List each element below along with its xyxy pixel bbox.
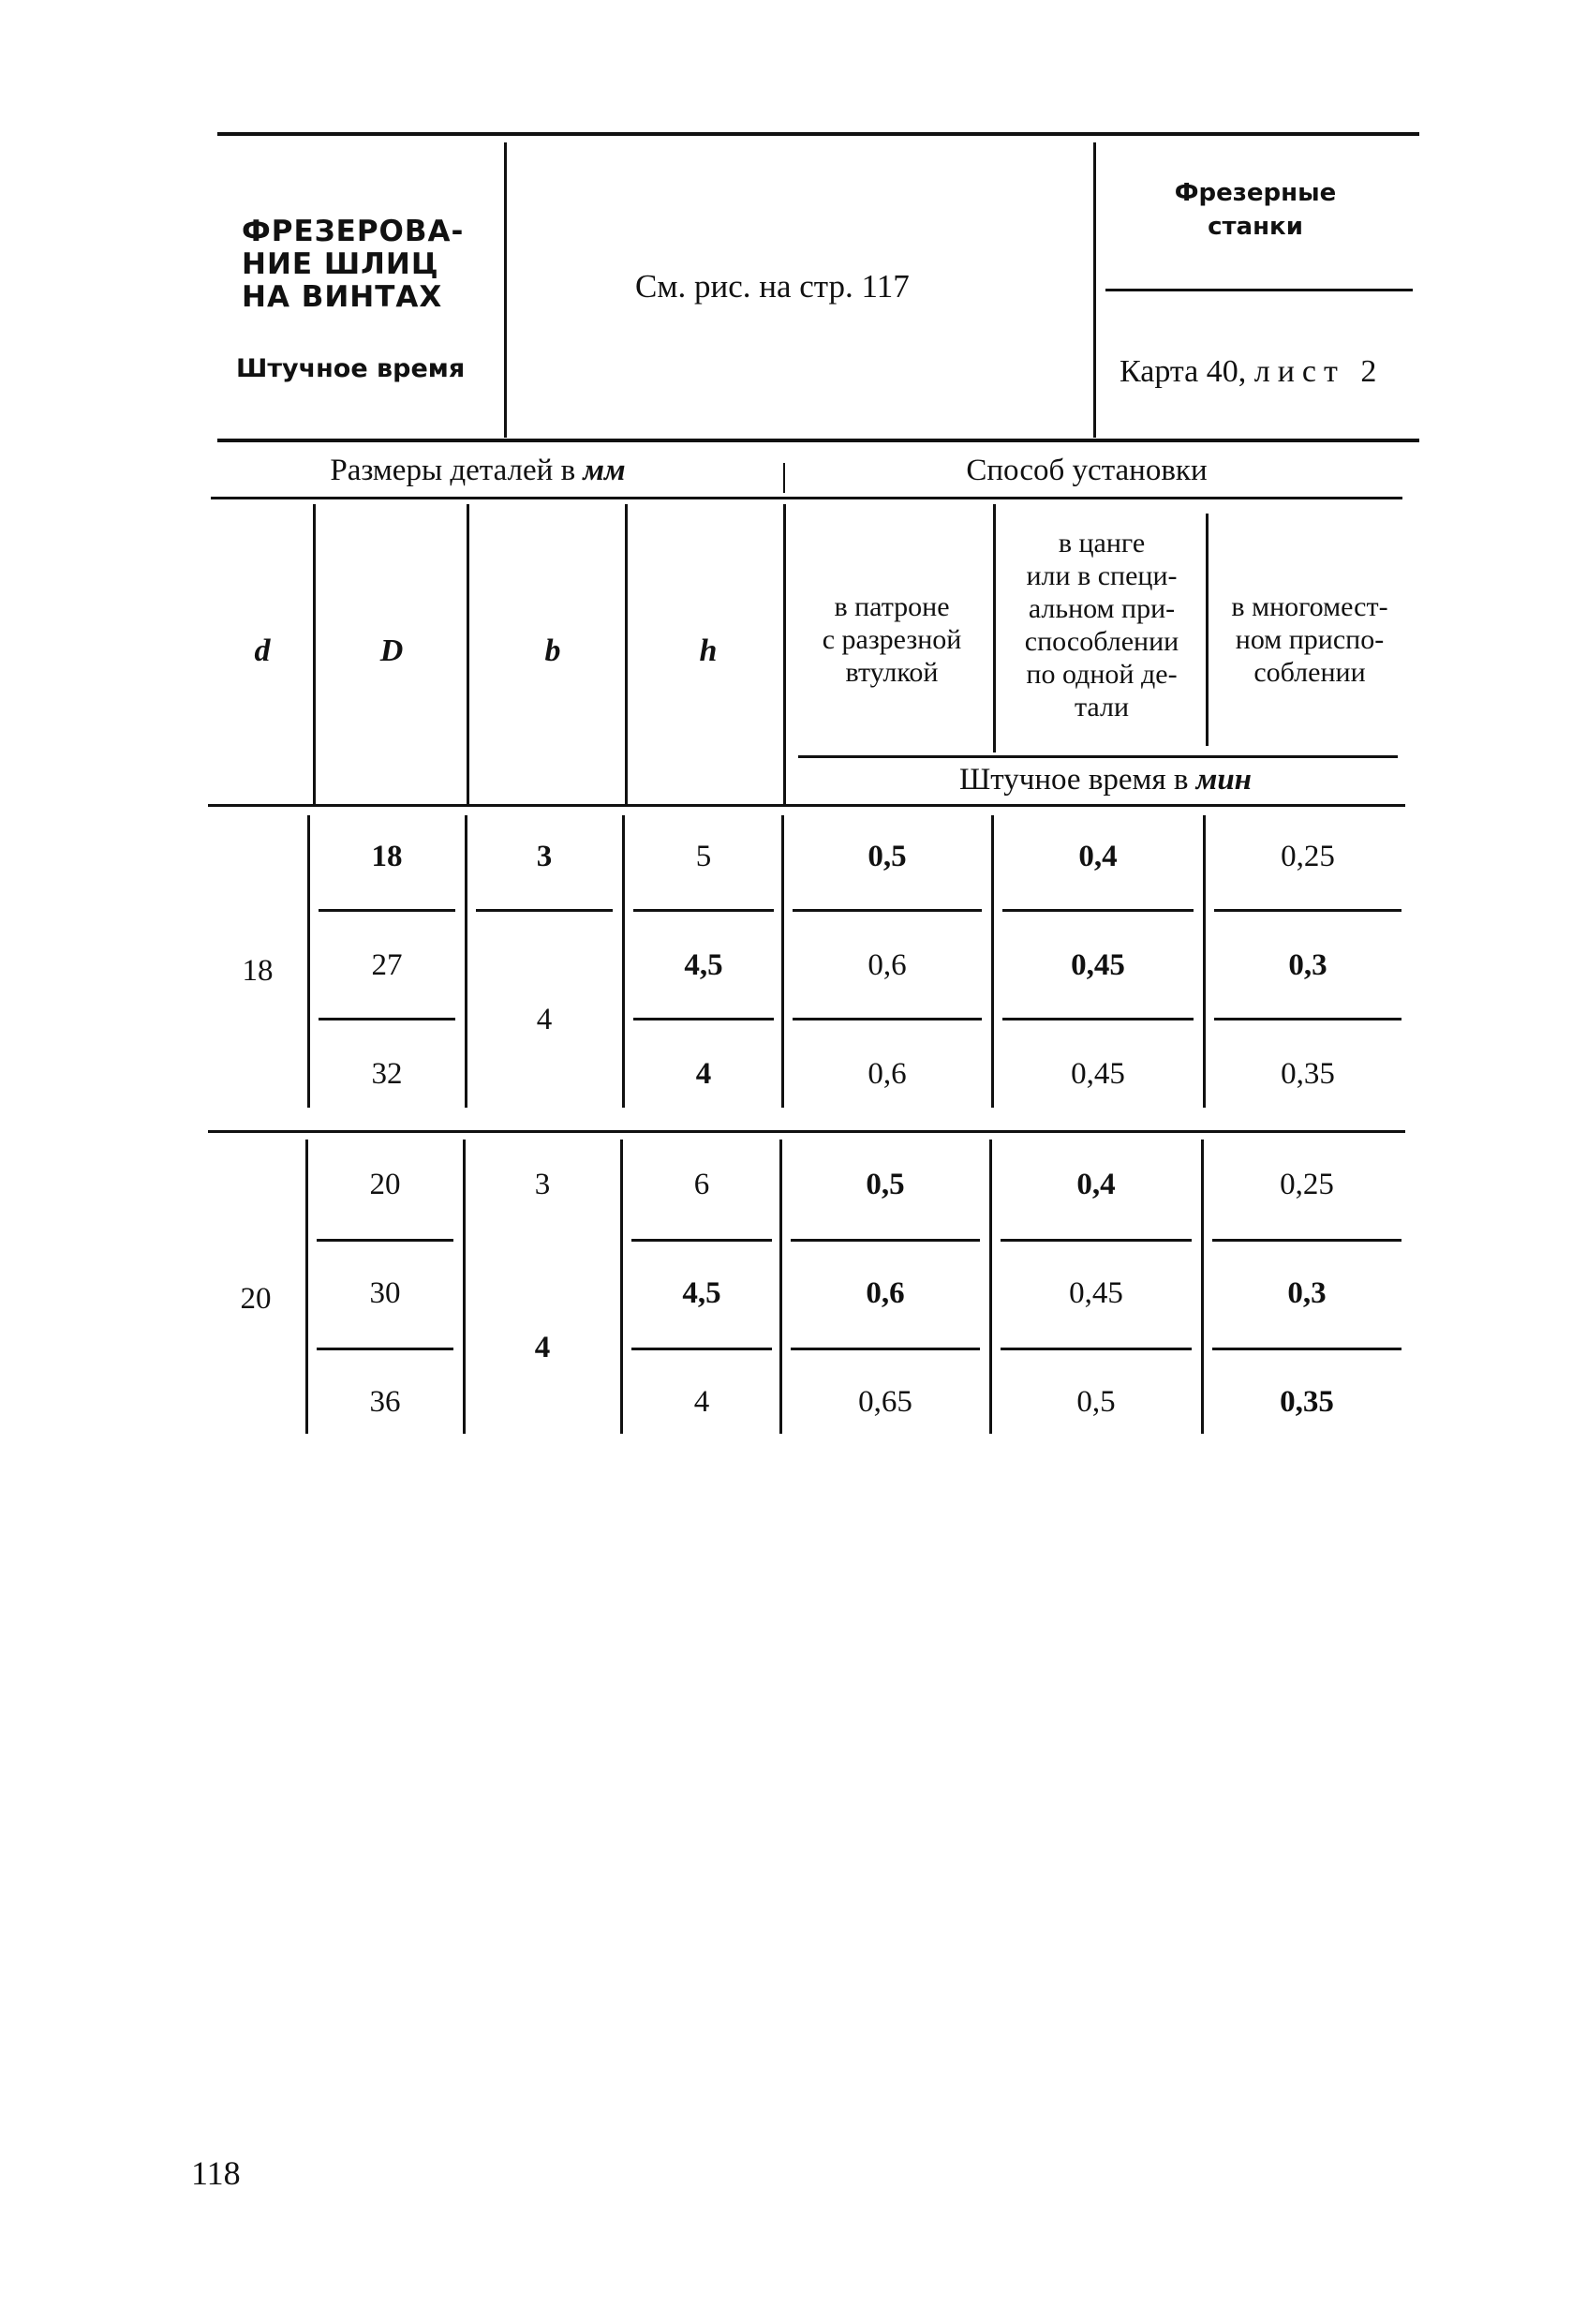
machine-type-line: станки: [1208, 213, 1303, 241]
group-separator-rule: [208, 1130, 1405, 1133]
row-rule: [476, 909, 613, 912]
cell-time-multi: 0,25: [1281, 840, 1335, 873]
row-divider-v: [305, 1140, 308, 1434]
group-sizes-header: [281, 454, 675, 488]
method-collet-line: альном при-: [1028, 593, 1176, 624]
row-divider-v: [989, 1140, 992, 1434]
method-chuck-line: в патроне: [834, 591, 950, 622]
cell-time-multi: 0,35: [1281, 1057, 1335, 1091]
method-collet-line: в цанге: [1058, 528, 1146, 559]
group-method-header: Способ установки: [966, 454, 1208, 487]
cell-time-chuck: 0,65: [858, 1385, 912, 1419]
row-rule: [1002, 909, 1194, 912]
row-divider-v: [781, 815, 784, 1108]
cell-time-chuck: 0,5: [866, 1168, 905, 1201]
cell-D: 36: [369, 1385, 401, 1419]
time-unit: мин: [1195, 763, 1252, 797]
cell-time-multi: 0,3: [1288, 948, 1327, 982]
machine-type-line: Фрезерные: [1174, 179, 1337, 207]
col-divider-m1-m2: [993, 504, 996, 752]
cell-time-collet: 0,5: [1076, 1385, 1116, 1419]
col-divider-d-D: [313, 504, 316, 804]
cell-time-collet: 0,45: [1071, 1057, 1125, 1091]
cell-D: 27: [371, 948, 403, 982]
col-divider-D-b: [467, 504, 469, 804]
card-sheet: лист 2: [1253, 354, 1385, 389]
row-divider-v: [1201, 1140, 1204, 1434]
row-rule: [631, 1348, 772, 1350]
group-d-value: 18: [242, 954, 274, 988]
row-rule: [1212, 1239, 1401, 1242]
method-multi-line: соблении: [1253, 657, 1366, 688]
cell-h: 4: [695, 1057, 712, 1091]
cell-time-chuck: 0,6: [868, 1057, 907, 1091]
row-divider-v: [622, 815, 625, 1108]
method-collet-line: или в специ-: [1026, 560, 1178, 591]
operation-title-line: НА ВИНТАХ: [242, 280, 443, 314]
table-header-rule: [211, 497, 1402, 499]
row-divider-v: [463, 1140, 466, 1434]
table-body-top-rule: [208, 804, 1405, 807]
col-D-header: D: [379, 633, 404, 668]
row-rule: [1001, 1348, 1192, 1350]
row-rule: [791, 1348, 980, 1350]
row-divider-v: [620, 1140, 623, 1434]
cell-time-multi: 0,3: [1287, 1276, 1327, 1310]
method-chuck-line: с разрезной: [822, 624, 962, 655]
method-chuck-line: втулкой: [845, 657, 939, 688]
cell-b: 4: [536, 1003, 553, 1036]
row-rule: [1214, 1018, 1401, 1020]
cell-time-multi: 0,35: [1280, 1385, 1334, 1419]
row-rule: [1214, 909, 1401, 912]
row-rule: [633, 909, 774, 912]
header-divider-left: [504, 142, 507, 438]
row-rule: [791, 1239, 980, 1242]
cell-D: 32: [371, 1057, 403, 1091]
time-unit-header: [843, 763, 1368, 797]
row-rule: [319, 1018, 455, 1020]
time-subheader-rule: [798, 755, 1398, 758]
row-rule: [1002, 1018, 1194, 1020]
method-collet-line: тали: [1074, 692, 1130, 723]
page-number: 118: [191, 2154, 241, 2192]
time-unit-label: Штучное время в: [959, 763, 1189, 797]
cell-h: 4,5: [682, 1276, 721, 1310]
cell-b: 4: [534, 1331, 551, 1364]
cell-time-collet: 0,4: [1078, 840, 1118, 873]
cell-h: 4: [693, 1385, 710, 1419]
row-rule: [319, 909, 455, 912]
method-collet-line: способлении: [1024, 626, 1179, 657]
cell-D: 30: [369, 1276, 401, 1310]
header-bottom-rule: [217, 439, 1419, 442]
cell-h: 5: [695, 840, 712, 873]
method-collet-header: [999, 527, 1205, 723]
row-rule: [633, 1018, 774, 1020]
cell-h: 4,5: [684, 948, 723, 982]
row-divider-v: [779, 1140, 782, 1434]
method-chuck-header: [794, 590, 989, 689]
row-divider-v: [1203, 815, 1206, 1108]
cell-time-collet: 0,45: [1069, 1276, 1123, 1310]
cell-b: 3: [536, 840, 553, 873]
row-divider-v: [991, 815, 994, 1108]
cell-D: 18: [371, 840, 403, 873]
operation-title-line: ФРЕЗЕРОВА-: [242, 215, 465, 248]
header-divider-right: [1093, 142, 1096, 438]
row-rule: [317, 1239, 453, 1242]
col-divider-b-h: [625, 504, 628, 804]
cell-time-multi: 0,25: [1280, 1168, 1334, 1201]
cell-time-chuck: 0,6: [868, 948, 907, 982]
method-multi-line: ном приспо-: [1235, 624, 1385, 655]
method-collet-line: по одной де-: [1026, 659, 1178, 690]
time-label: Штучное время: [236, 354, 466, 383]
group-sizes-label: Размеры деталей в: [330, 454, 576, 487]
operation-title: [242, 216, 485, 314]
row-rule: [631, 1239, 772, 1242]
see-figure-reference: См. рис. на стр. 117: [635, 268, 910, 305]
header-machine-rule: [1105, 289, 1413, 291]
cell-time-collet: 0,45: [1071, 948, 1125, 982]
cell-time-chuck: 0,5: [868, 840, 907, 873]
row-rule: [793, 1018, 982, 1020]
machine-type: [1115, 176, 1396, 244]
card-number: Карта 40,: [1120, 354, 1247, 389]
row-rule: [1001, 1239, 1192, 1242]
cell-time-collet: 0,4: [1076, 1168, 1116, 1201]
method-multi-header: [1209, 590, 1411, 689]
method-multi-line: в многомест-: [1231, 591, 1388, 622]
group-d-value: 20: [240, 1282, 272, 1316]
row-divider-v: [465, 815, 467, 1108]
operation-title-line: НИЕ ШЛИЦ: [242, 247, 439, 281]
row-rule: [793, 909, 982, 912]
col-divider-h-m1: [783, 504, 786, 804]
col-b-header: b: [544, 633, 561, 668]
card-reference: [1120, 354, 1384, 390]
col-d-header: d: [254, 633, 271, 668]
row-rule: [1212, 1348, 1401, 1350]
cell-D: 20: [369, 1168, 401, 1201]
cell-b: 3: [534, 1168, 551, 1201]
cell-h: 6: [693, 1168, 710, 1201]
row-divider-v: [307, 815, 310, 1108]
header-top-rule: [217, 132, 1419, 136]
group-header-divider: [783, 463, 785, 493]
cell-time-chuck: 0,6: [866, 1276, 905, 1310]
group-sizes-unit: мм: [583, 454, 626, 487]
row-rule: [317, 1348, 453, 1350]
col-h-header: h: [699, 633, 718, 668]
